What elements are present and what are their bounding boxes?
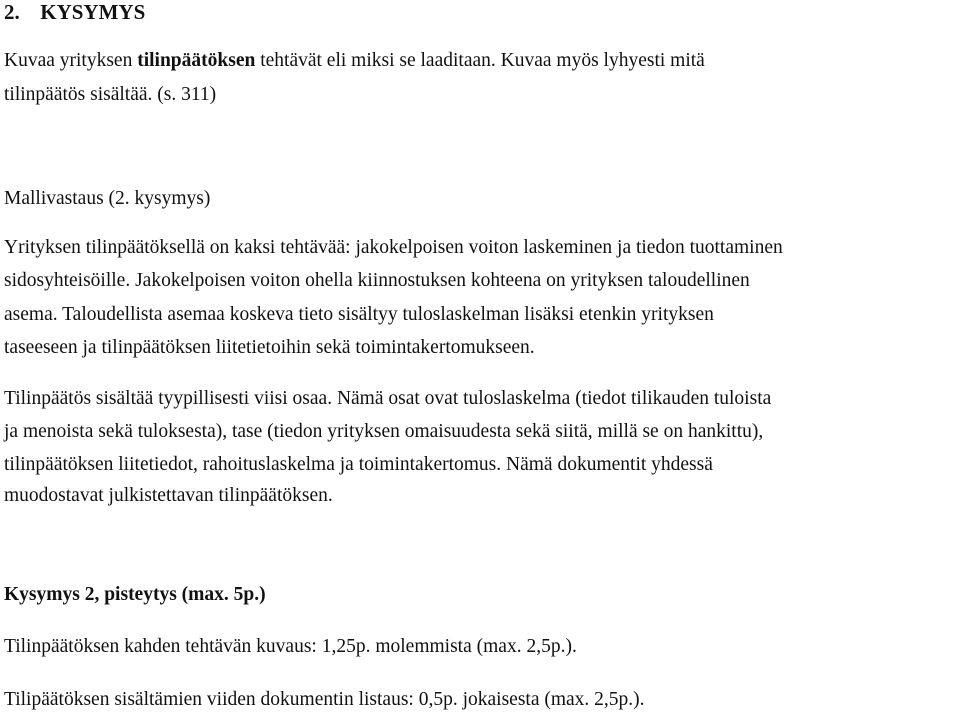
scoring-heading: Kysymys 2, pisteytys (max. 5p.) [4, 584, 266, 605]
paragraph2-line: ja menoista sekä tuloksesta), tase (tiedon yrityksen omaisuudesta sekä siitä, millä se on hankittu), [4, 421, 764, 442]
question-line-1 [4, 44, 705, 78]
scoring-line: Tilinpäätöksen kahden tehtävän kuvaus: 1,25p. molemmista (max. 2,5p.). [4, 636, 577, 657]
question-text-bold: tilinpäätöksen [137, 50, 256, 71]
paragraph2-line: muodostavat julkistettavan tilinpäätöksen. [4, 485, 333, 506]
section-number: 2. [4, 0, 20, 24]
paragraph1-line: taseeseen ja tilinpäätöksen liitetietoihin sekä toimintakertomukseen. [4, 337, 535, 358]
question-text-post: tehtävät eli miksi se laaditaan. Kuvaa myös lyhyesti mitä [255, 50, 705, 71]
scoring-line: Tilipäätöksen sisältämien viiden dokumentin listaus: 0,5p. jokaisesta (max. 2,5p.). [4, 689, 645, 710]
paragraph1-line: Yrityksen tilinpäätöksellä on kaksi tehtävää: jakokelpoisen voiton laskeminen ja tiedon tuottaminen [4, 237, 783, 258]
question-text-pre: Kuvaa yrityksen [4, 50, 138, 71]
question-line-2: tilinpäätös sisältää. (s. 311) [4, 84, 217, 105]
paragraph1-line: asema. Taloudellista asemaa koskeva tieto sisältyy tuloslaskelman lisäksi etenkin yrityksen [4, 304, 714, 325]
paragraph1-line: sidosyhteisöille. Jakokelpoisen voiton ohella kiinnostuksen kohteena on yrityksen taloudellinen [4, 270, 750, 291]
section-heading [4, 0, 145, 29]
paragraph2-line: Tilinpäätös sisältää tyypillisesti viisi osaa. Nämä osat ovat tuloslaskelma (tiedot tilikauden tuloista [4, 388, 772, 409]
section-title: KYSYMYS [40, 0, 146, 24]
paragraph2-line: tilinpäätöksen liitetiedot, rahoituslaskelma ja toimintakertomus. Nämä dokumentit yhdessä [4, 454, 713, 475]
model-answer-heading: Mallivastaus (2. kysymys) [4, 188, 211, 209]
